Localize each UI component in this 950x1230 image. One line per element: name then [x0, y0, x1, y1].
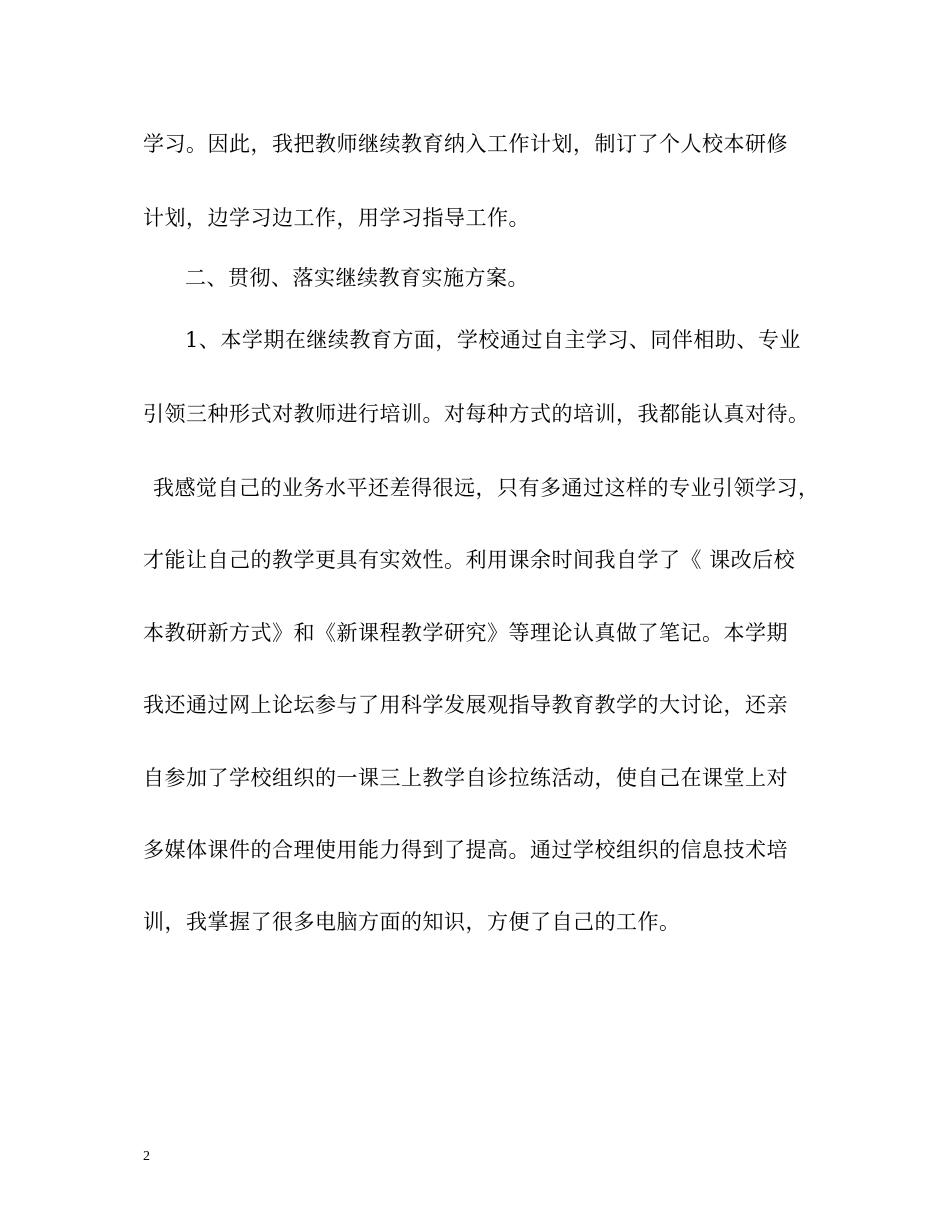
text-line-2: 计划，边学习边工作，用学习指导工作。: [143, 206, 530, 230]
text-line-6: 我感觉自己的业务水平还差得很远，只有多通过这样的专业引领学习，: [153, 476, 820, 500]
text-line-1: 学习。因此，我把教师继续教育纳入工作计划，制订了个人校本研修: [143, 132, 788, 156]
text-line-4: 1、本学期在继续教育方面，学校通过自主学习、同伴相助、专业: [185, 328, 801, 352]
text-line-11: 多媒体课件的合理使用能力得到了提高。通过学校组织的信息技术培: [143, 838, 788, 862]
text-line-12: 训，我掌握了很多电脑方面的知识，方便了自己的工作。: [143, 910, 681, 934]
text-line-7: 才能让自己的教学更具有实效性。利用课余时间我自学了《 课改后校: [143, 548, 796, 572]
text-line-9: 我还通过网上论坛参与了用科学发展观指导教育教学的大讨论，还亲: [143, 693, 788, 717]
text-line-5: 引领三种形式对教师进行培训。对每种方式的培训，我都能认真对待。: [143, 402, 810, 426]
text-line-3: 二、贯彻、落实继续教育实施方案。: [185, 266, 529, 290]
text-line-8: 本教研新方式》和《新课程教学研究》等理论认真做了笔记。本学期: [143, 621, 788, 645]
text-line-10: 自参加了学校组织的一课三上教学自诊拉练活动，使自己在课堂上对: [143, 766, 788, 790]
page-number: 2: [143, 1149, 150, 1164]
